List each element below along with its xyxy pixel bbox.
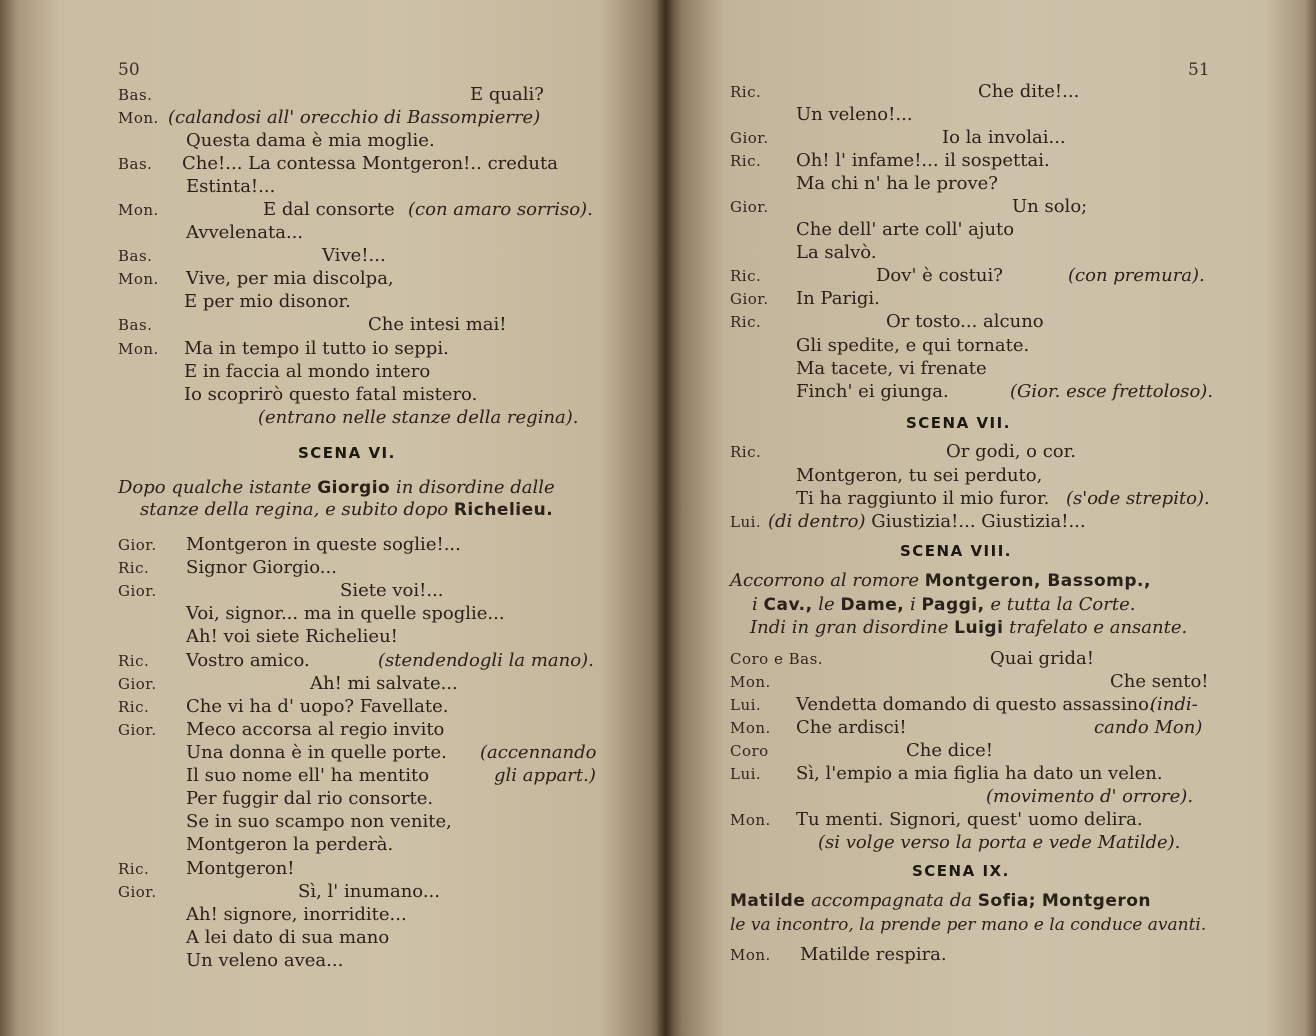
speaker-label: Mon. — [118, 109, 159, 127]
dialogue-line: Ma chi n' ha le prove? — [796, 173, 998, 194]
dialogue-line: Sì, l'empio a mia figlia ha dato un velen. — [796, 763, 1163, 784]
dialogue-line: Che dell' arte coll' ajuto — [796, 219, 1015, 240]
speaker-label: Mon. — [730, 719, 771, 737]
dialogue-line: Io la involai... — [942, 127, 1066, 148]
dialogue-line: Finch' ei giunga. — [796, 381, 949, 402]
book-gutter — [656, 0, 674, 1036]
stage-direction: (entrano nelle stanze della regina). — [258, 407, 579, 428]
dialogue-line: Se in suo scampo non venite, — [186, 811, 452, 832]
stage-direction-block: Accorrono al romore Montgeron, Bassomp., — [730, 570, 1151, 591]
speaker-label: Gior. — [118, 883, 157, 901]
dialogue-line: Un veleno avea... — [186, 950, 344, 971]
speaker-label: Ric. — [118, 652, 150, 670]
speaker-label: Mon. — [118, 201, 159, 219]
stage-direction-block: stanze della regina, e subito dopo Richelieu. — [140, 499, 554, 520]
stage-direction-block: le va incontro, la prende per mano e la conduce avanti. — [730, 915, 1207, 935]
speaker-label: Lui. — [730, 513, 762, 531]
page-number-left: 50 — [118, 60, 140, 80]
stage-direction: (accennando — [480, 742, 597, 763]
speaker-label: Bas. — [118, 155, 153, 173]
speaker-label: Gior. — [730, 198, 769, 216]
speaker-label: Gior. — [118, 721, 157, 739]
dialogue-line: Or tosto... alcuno — [886, 311, 1044, 332]
speaker-label: Ric. — [730, 83, 762, 101]
dialogue-line: Un veleno!... — [796, 104, 913, 125]
dialogue-line: Un solo; — [1012, 196, 1088, 217]
dialogue-line: Gli spedite, e qui tornate. — [796, 335, 1030, 356]
dialogue-line: Questa dama è mia moglie. — [186, 130, 435, 151]
dialogue-line: Una donna è in quelle porte. — [186, 742, 447, 763]
dialogue-line: Che dite!... — [978, 81, 1080, 102]
dialogue-line: Vive, per mia discolpa, — [186, 268, 394, 289]
dialogue-line: Per fuggir dal rio consorte. — [186, 788, 434, 809]
speaker-label: Ric. — [730, 152, 762, 170]
dialogue-line: Or godi, o cor. — [946, 441, 1076, 462]
dialogue-line: Sì, l' inumano... — [298, 881, 440, 902]
dialogue-line: Avvelenata... — [186, 222, 304, 243]
stage-direction: (movimento d' orrore). — [986, 786, 1194, 807]
speaker-label: Mon. — [118, 270, 159, 288]
speaker-label: Ric. — [730, 267, 762, 285]
dialogue-line: Il suo nome ell' ha mentito — [186, 765, 430, 786]
dialogue-line: Che intesi mai! — [368, 314, 507, 335]
scene-heading: SCENA VII. — [906, 414, 1011, 432]
dialogue-line: Signor Giorgio... — [186, 557, 337, 578]
stage-direction: (Gior. esce frettoloso). — [1010, 381, 1214, 402]
stage-direction: (indi- — [1150, 694, 1198, 715]
dialogue-line: Ah! signore, inorridite... — [186, 904, 407, 925]
dialogue-line: Meco accorsa al regio invito — [186, 719, 445, 740]
stage-direction-block: Indi in gran disordine Luigi trafelato e ansante. — [750, 617, 1188, 638]
stage-direction: cando Mon) — [1094, 717, 1203, 738]
dialogue-line: Io scoprirò questo fatal mistero. — [184, 384, 478, 405]
dialogue-line: In Parigi. — [796, 288, 880, 309]
dialogue-line: Che dice! — [906, 740, 993, 761]
dialogue-line: Ah! voi siete Richelieu! — [186, 626, 398, 647]
dialogue-line: Estinta!... — [186, 176, 276, 197]
dialogue-line: Che!... La contessa Montgeron!.. creduta — [182, 153, 558, 174]
dialogue-line: Che sento! — [1110, 671, 1209, 692]
dialogue-line: La salvò. — [796, 242, 877, 263]
speaker-label: Mon. — [730, 946, 771, 964]
speaker-label: Gior. — [730, 129, 769, 147]
speaker-label: Ric. — [118, 698, 150, 716]
speaker-label: Gior. — [118, 675, 157, 693]
stage-direction-block: Matilde accompagnata da Sofia; Montgeron — [730, 890, 1152, 911]
speaker-label: Gior. — [118, 582, 157, 600]
scene-heading: SCENA IX. — [912, 862, 1010, 880]
speaker-label: Ric. — [730, 313, 762, 331]
stage-direction: (si volge verso la porta e vede Matilde). — [818, 832, 1181, 853]
scene-heading: SCENA VI. — [298, 444, 396, 462]
speaker-label: Bas. — [118, 86, 153, 104]
stage-direction: (calandosi all' orecchio di Bassompierre) — [168, 107, 541, 128]
dialogue-line: E per mio disonor. — [184, 291, 351, 312]
dialogue-line: Vive!... — [322, 245, 386, 266]
stage-direction-block: i Cav., le Dame, i Paggi, e tutta la Corte. — [752, 594, 1136, 615]
dialogue-line: Montgeron! — [186, 858, 295, 879]
speaker-label: Ric. — [118, 860, 150, 878]
dialogue-line: Dov' è costui? — [876, 265, 1003, 286]
dialogue-line: Che vi ha d' uopo? Favellate. — [186, 696, 449, 717]
dialogue-line: Matilde respira. — [800, 944, 947, 965]
dialogue-line: A lei dato di sua mano — [186, 927, 390, 948]
speaker-label: Lui. — [730, 765, 762, 783]
dialogue-line: E quali? — [470, 84, 544, 105]
stage-direction: (stendendogli la mano). — [378, 650, 594, 671]
dialogue-line: Vostro amico. — [186, 650, 310, 671]
speaker-label: Gior. — [730, 290, 769, 308]
stage-direction: (con premura). — [1068, 265, 1205, 286]
stage-direction: gli appart.) — [494, 765, 596, 786]
page-number-right: 51 — [1188, 60, 1210, 80]
dialogue-line: Che ardisci! — [796, 717, 907, 738]
dialogue-line: Ti ha raggiunto il mio furor. — [796, 488, 1050, 509]
dialogue-line: (di dentro) Giustizia!... Giustizia!... — [768, 511, 1086, 532]
stage-direction: (s'ode strepito). — [1066, 488, 1210, 509]
speaker-label: Coro e Bas. — [730, 650, 824, 668]
dialogue-line: Montgeron la perderà. — [186, 834, 394, 855]
speaker-label: Coro — [730, 742, 769, 760]
dialogue-line: E in faccia al mondo intero — [184, 361, 431, 382]
stage-direction-block: Dopo qualche istante Giorgio in disordine dalle — [118, 477, 555, 498]
dialogue-line: Montgeron in queste soglie!... — [186, 534, 461, 555]
dialogue-line: Ma in tempo il tutto io seppi. — [184, 338, 449, 359]
dialogue-line: Montgeron, tu sei perduto, — [796, 465, 1043, 486]
dialogue-line: Vendetta domando di questo assassino. — [796, 694, 1155, 715]
speaker-label: Bas. — [118, 316, 153, 334]
speaker-label: Ric. — [730, 443, 762, 461]
speaker-label: Mon. — [730, 811, 771, 829]
speaker-label: Ric. — [118, 559, 150, 577]
speaker-label: Bas. — [118, 247, 153, 265]
speaker-label: Gior. — [118, 536, 157, 554]
dialogue-line: Oh! l' infame!... il sospettai. — [796, 150, 1050, 171]
scene-heading: SCENA VIII. — [900, 542, 1012, 560]
dialogue-line: Quai grida! — [990, 648, 1094, 669]
speaker-label: Lui. — [730, 696, 762, 714]
dialogue-line: Ma tacete, vi frenate — [796, 358, 987, 379]
stage-direction: (con amaro sorriso). — [408, 199, 593, 220]
dialogue-line: Tu menti. Signori, quest' uomo delira. — [796, 809, 1143, 830]
dialogue-line: Ah! mi salvate... — [310, 673, 458, 694]
speaker-label: Mon. — [118, 340, 159, 358]
speaker-label: Mon. — [730, 673, 771, 691]
dialogue-line: Siete voi!... — [340, 580, 444, 601]
dialogue-line: Voi, signor... ma in quelle spoglie... — [186, 603, 505, 624]
dialogue-line: E dal consorte — [263, 199, 395, 220]
